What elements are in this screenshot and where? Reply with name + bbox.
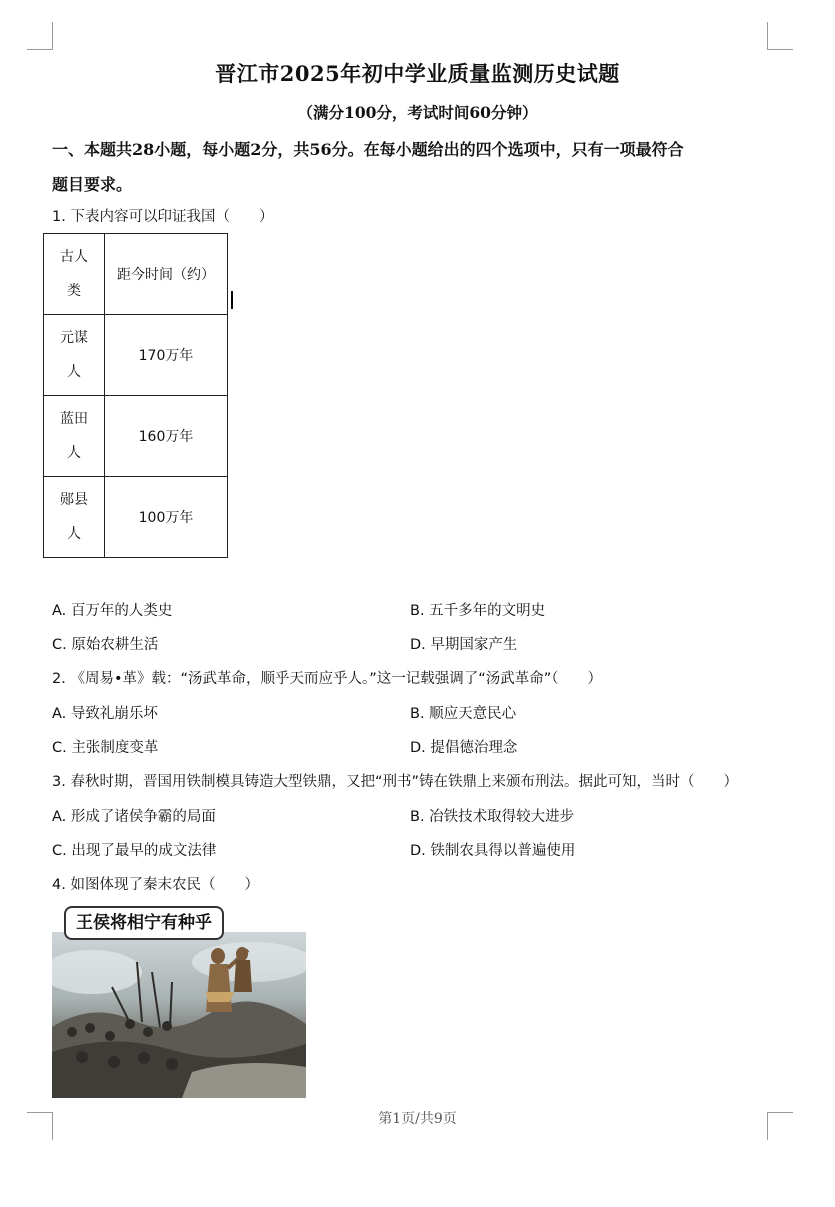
question-1-option-a[interactable]: A. 百万年的人类史 bbox=[52, 603, 173, 619]
question-3-stem: 3. 春秋时期，晋国用铁制模具铸造大型铁鼎，又把“刑书”铸在铁鼎上来颁布刑法。据此可知，当时（ ） bbox=[52, 774, 738, 790]
question-2-option-c[interactable]: C. 主张制度变革 bbox=[52, 740, 159, 756]
uprising-illustration bbox=[52, 932, 306, 1098]
section-heading-line-1: 一、本题共28小题，每小题2分，共56分。在每小题给出的四个选项中，只有一项最符合 bbox=[52, 140, 684, 159]
question-1-stem: 1. 下表内容可以印证我国（ ） bbox=[52, 209, 274, 225]
question-3-option-a[interactable]: A. 形成了诸侯争霸的局面 bbox=[52, 809, 216, 825]
question-1-table bbox=[43, 233, 228, 558]
crop-mark-top-right-h bbox=[767, 49, 793, 50]
question-2-option-d[interactable]: D. 提倡德治理念 bbox=[410, 740, 518, 756]
table-header-cell: 古人类 bbox=[44, 234, 105, 315]
page-title: 晋江市2025年初中学业质量监测历史试题 bbox=[215, 61, 620, 86]
question-3-option-c[interactable]: C. 出现了最早的成文法律 bbox=[52, 843, 217, 859]
table-row bbox=[44, 477, 228, 558]
table-cell: 100万年 bbox=[105, 477, 228, 558]
question-3-option-b[interactable]: B. 冶铁技术取得较大进步 bbox=[410, 809, 575, 825]
crop-mark-top-left-h bbox=[27, 49, 53, 50]
question-2-stem: 2. 《周易•革》载：“汤武革命，顺乎天而应乎人。”这一记载强调了“汤武革命”（ ） bbox=[52, 671, 603, 687]
table-cell: 郧县人 bbox=[44, 477, 105, 558]
section-heading bbox=[52, 132, 772, 202]
page-footer: 第1页/共9页 bbox=[378, 1111, 457, 1127]
question-4-stem: 4. 如图体现了秦末农民（ ） bbox=[52, 877, 259, 893]
question-1-option-c[interactable]: C. 原始农耕生活 bbox=[52, 637, 159, 653]
speech-bubble: 王侯将相宁有种乎 bbox=[64, 906, 224, 940]
table-row bbox=[44, 396, 228, 477]
text-cursor bbox=[231, 291, 233, 309]
section-heading-line-2: 题目要求。 bbox=[52, 175, 133, 194]
question-1-option-d[interactable]: D. 早期国家产生 bbox=[410, 637, 518, 653]
table-cell: 元谋人 bbox=[44, 315, 105, 396]
question-2-option-a[interactable]: A. 导致礼崩乐坏 bbox=[52, 706, 158, 722]
crowd-painting-graphic bbox=[52, 932, 306, 1098]
table-cell: 160万年 bbox=[105, 396, 228, 477]
crop-mark-top-right-v bbox=[767, 22, 768, 50]
table-row bbox=[44, 315, 228, 396]
question-3-option-d[interactable]: D. 铁制农具得以普遍使用 bbox=[410, 843, 576, 859]
table-cell: 170万年 bbox=[105, 315, 228, 396]
question-1-option-b[interactable]: B. 五千多年的文明史 bbox=[410, 603, 546, 619]
table-cell: 蓝田人 bbox=[44, 396, 105, 477]
page-subtitle: （满分100分，考试时间60分钟） bbox=[297, 103, 538, 122]
table-header-cell: 距今时间（约） bbox=[105, 234, 228, 315]
table-header-row bbox=[44, 234, 228, 315]
question-2-option-b[interactable]: B. 顺应天意民心 bbox=[410, 706, 517, 722]
crop-mark-top-left-v bbox=[52, 22, 53, 50]
